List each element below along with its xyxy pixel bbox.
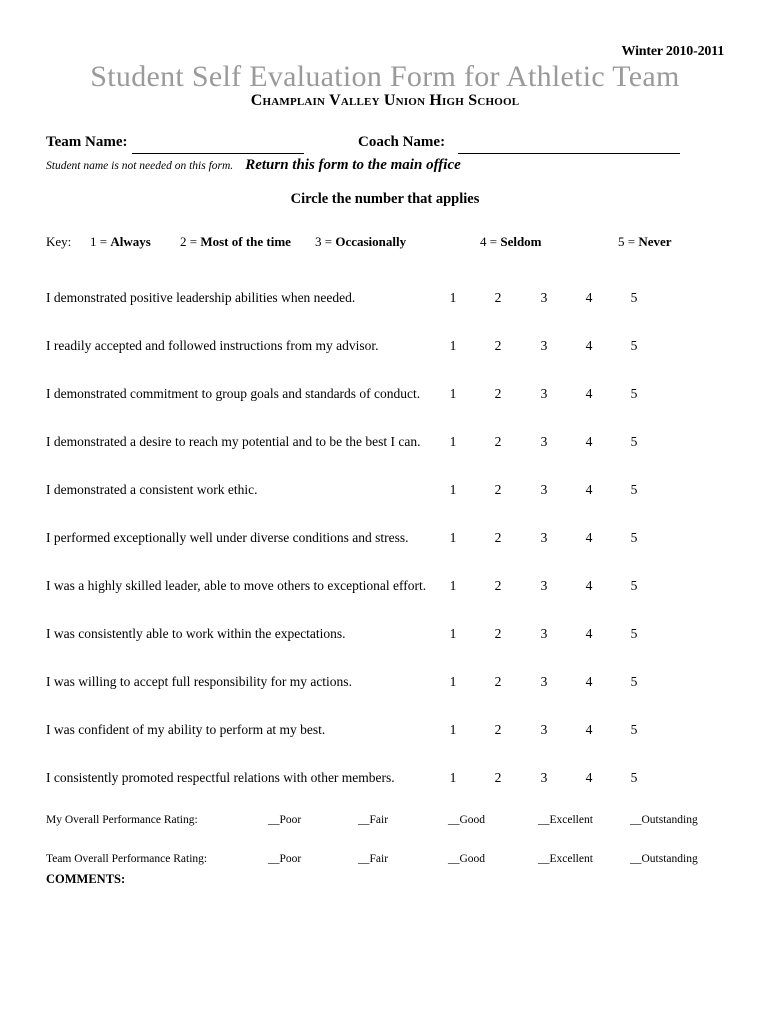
scale-option-5[interactable]: 5 (630, 290, 638, 305)
rating-option[interactable]: __Good (448, 814, 486, 826)
key-item-description: Never (638, 234, 672, 249)
scale-option-4[interactable]: 4 (585, 770, 593, 785)
statement-row (0, 530, 770, 578)
scale-option-3[interactable]: 3 (540, 482, 548, 497)
scale-option-1[interactable]: 1 (449, 626, 457, 641)
key-item-number: 5 = (618, 234, 636, 249)
statement-text: I performed exceptionally well under diverse conditions and stress. (46, 530, 409, 545)
overall-rating-label: Team Overall Performance Rating: (46, 853, 208, 865)
statement-row (0, 674, 770, 722)
rating-key (0, 234, 770, 252)
rating-option[interactable]: __Poor (268, 814, 302, 826)
coach-name-label: Coach Name: (358, 134, 446, 150)
scale-option-3[interactable]: 3 (540, 674, 548, 689)
scale-option-3[interactable]: 3 (540, 338, 548, 353)
team-name-input[interactable] (132, 138, 304, 154)
statement-text: I demonstrated a desire to reach my potential and to be the best I can. (46, 434, 421, 449)
statement-text: I demonstrated commitment to group goals and standards of conduct. (46, 386, 421, 401)
scale-option-1[interactable]: 1 (449, 722, 457, 737)
key-item-description: Always (110, 234, 151, 249)
scale-option-5[interactable]: 5 (630, 674, 638, 689)
statement-row (0, 290, 770, 338)
key-item-2 (180, 234, 291, 250)
scale-option-4[interactable]: 4 (585, 722, 593, 737)
rating-option[interactable]: __Outstanding (630, 853, 698, 865)
scale-option-2[interactable]: 2 (494, 482, 502, 497)
key-label: Key: (46, 234, 72, 249)
statement-scale (446, 626, 656, 644)
scale-option-3[interactable]: 3 (540, 578, 548, 593)
scale-option-1[interactable]: 1 (449, 434, 457, 449)
scale-option-1[interactable]: 1 (449, 386, 457, 401)
scale-option-3[interactable]: 3 (540, 434, 548, 449)
rating-option[interactable]: __Good (448, 853, 486, 865)
statement-text: I consistently promoted respectful relations with other members. (46, 770, 395, 785)
statement-scale (446, 386, 656, 404)
key-item-description: Occasionally (335, 234, 407, 249)
statement-scale (446, 530, 656, 548)
scale-option-4[interactable]: 4 (585, 434, 593, 449)
scale-option-4[interactable]: 4 (585, 530, 593, 545)
statement-text: I was confident of my ability to perform at my best. (46, 722, 326, 737)
scale-option-4[interactable]: 4 (585, 338, 593, 353)
scale-option-1[interactable]: 1 (449, 338, 457, 353)
overall-rating-options (268, 853, 728, 869)
scale-option-2[interactable]: 2 (494, 530, 502, 545)
scale-option-1[interactable]: 1 (449, 674, 457, 689)
scale-option-2[interactable]: 2 (494, 578, 502, 593)
return-form-note: Return this form to the main office (245, 157, 461, 173)
coach-name-input[interactable] (458, 138, 680, 154)
scale-option-3[interactable]: 3 (540, 530, 548, 545)
statement-row (0, 338, 770, 386)
statement-text: I readily accepted and followed instructions from my advisor. (46, 338, 379, 353)
key-item-1 (90, 234, 151, 250)
statement-row (0, 386, 770, 434)
scale-option-2[interactable]: 2 (494, 770, 502, 785)
scale-option-2[interactable]: 2 (494, 626, 502, 641)
key-item-5 (618, 234, 672, 250)
key-item-number: 3 = (315, 234, 333, 249)
statement-row (0, 578, 770, 626)
name-fields-row (46, 134, 726, 154)
scale-option-4[interactable]: 4 (585, 290, 593, 305)
scale-option-1[interactable]: 1 (449, 482, 457, 497)
overall-rating-row (0, 814, 770, 853)
rating-option[interactable]: __Excellent (538, 814, 593, 826)
instruction-text: Circle the number that applies (290, 191, 480, 207)
scale-option-3[interactable]: 3 (540, 386, 548, 401)
scale-option-5[interactable]: 5 (630, 626, 638, 641)
school-name: Champlain Valley Union High School (250, 92, 520, 109)
comments-label: COMMENTS: (46, 872, 126, 886)
scale-option-5[interactable]: 5 (630, 386, 638, 401)
page-title: Student Self Evaluation Form for Athletic Team (90, 60, 680, 93)
statement-scale (446, 722, 656, 740)
overall-rating-label: My Overall Performance Rating: (46, 814, 198, 826)
scale-option-2[interactable]: 2 (494, 338, 502, 353)
scale-option-5[interactable]: 5 (630, 434, 638, 449)
statement-scale (446, 674, 656, 692)
scale-option-2[interactable]: 2 (494, 290, 502, 305)
statement-row (0, 434, 770, 482)
key-item-description: Most of the time (200, 234, 291, 249)
scale-option-3[interactable]: 3 (540, 770, 548, 785)
rating-option[interactable]: __Outstanding (630, 814, 698, 826)
scale-option-4[interactable]: 4 (585, 386, 593, 401)
key-item-4 (480, 234, 542, 250)
scale-option-5[interactable]: 5 (630, 722, 638, 737)
key-item-description: Seldom (500, 234, 542, 249)
statement-text: I was a highly skilled leader, able to move others to exceptional effort. (46, 578, 427, 593)
statement-text: I was consistently able to work within the expectations. (46, 626, 346, 641)
statement-scale (446, 290, 656, 308)
statement-text: I demonstrated a consistent work ethic. (46, 482, 258, 497)
statement-scale (446, 338, 656, 356)
statement-scale (446, 578, 656, 596)
scale-option-2[interactable]: 2 (494, 434, 502, 449)
statement-row (0, 482, 770, 530)
statement-row (0, 722, 770, 770)
scale-option-4[interactable]: 4 (585, 674, 593, 689)
scale-option-5[interactable]: 5 (630, 482, 638, 497)
key-item-3 (315, 234, 406, 250)
overall-rating-options (268, 814, 728, 830)
scale-option-3[interactable]: 3 (540, 290, 548, 305)
scale-option-5[interactable]: 5 (630, 578, 638, 593)
form-notes (46, 157, 461, 173)
key-item-number: 2 = (180, 234, 198, 249)
scale-option-3[interactable]: 3 (540, 722, 548, 737)
scale-option-5[interactable]: 5 (630, 770, 638, 785)
statements-list (0, 290, 770, 818)
rating-option[interactable]: __Excellent (538, 853, 593, 865)
scale-option-2[interactable]: 2 (494, 674, 502, 689)
student-name-note: Student name is not needed on this form. (46, 160, 234, 172)
scale-option-3[interactable]: 3 (540, 626, 548, 641)
scale-option-4[interactable]: 4 (585, 482, 593, 497)
statement-scale (446, 770, 656, 788)
scale-option-4[interactable]: 4 (585, 626, 593, 641)
scale-option-1[interactable]: 1 (449, 770, 457, 785)
statement-text: I demonstrated positive leadership abilities when needed. (46, 290, 356, 305)
scale-option-4[interactable]: 4 (585, 578, 593, 593)
rating-option[interactable]: __Fair (358, 814, 389, 826)
rating-option[interactable]: __Fair (358, 853, 389, 865)
key-item-number: 4 = (480, 234, 498, 249)
statement-scale (446, 482, 656, 500)
term-label: Winter 2010-2011 (621, 44, 724, 59)
statement-text: I was willing to accept full responsibility for my actions. (46, 674, 352, 689)
statement-scale (446, 434, 656, 452)
scale-option-2[interactable]: 2 (494, 722, 502, 737)
statement-row (0, 626, 770, 674)
scale-option-1[interactable]: 1 (449, 578, 457, 593)
team-name-label: Team Name: (46, 134, 128, 150)
scale-option-1[interactable]: 1 (449, 290, 457, 305)
key-item-number: 1 = (90, 234, 108, 249)
statement-row (0, 770, 770, 818)
scale-option-2[interactable]: 2 (494, 386, 502, 401)
scale-option-5[interactable]: 5 (630, 530, 638, 545)
rating-option[interactable]: __Poor (268, 853, 302, 865)
scale-option-1[interactable]: 1 (449, 530, 457, 545)
scale-option-5[interactable]: 5 (630, 338, 638, 353)
